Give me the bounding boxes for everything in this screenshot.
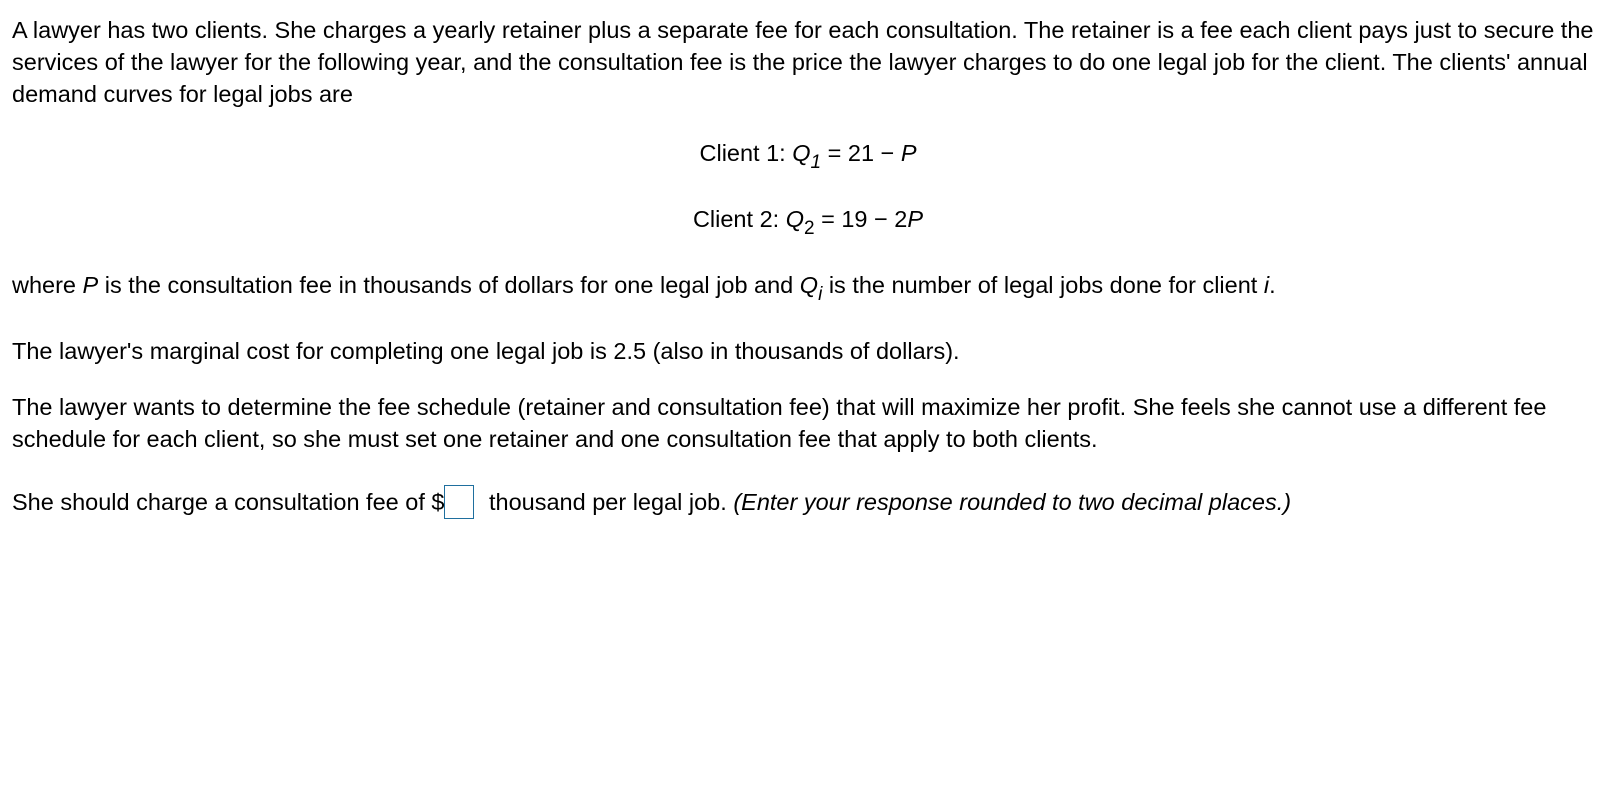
variable-definitions [12,269,1610,305]
answer-prompt [12,485,1610,519]
equation-variable: Q [785,206,804,232]
equation-label: Client 1: [699,140,793,166]
equation-rhs: = 21 − [821,140,901,166]
variable-q-subscript: i [818,284,823,305]
where-text: is the consultation fee in thousands of dollars for one legal job and [98,272,800,298]
equation-rhs: = 19 − 2 [814,206,908,232]
consultation-fee-input[interactable] [444,485,474,519]
answer-suffix: thousand per legal job. [482,489,734,515]
equation-subscript: 1 [810,152,822,173]
equation-rhs-variable: P [900,140,917,166]
equation-rhs-variable: P [907,206,924,232]
problem-intro: A lawyer has two clients. She charges a yearly retainer plus a separate fee for each consultation. The retainer is a fee each client pays just to secure the services of the lawyer for the following year, and the consultation fee is the price the lawyer charges to do one legal job for the client. The clients' annual demand curves for legal jobs are [12,17,1594,107]
equation-subscript: 2 [803,218,815,239]
variable-i: i [1263,272,1270,298]
question-content [12,14,1610,519]
demand-equation-client-2 [12,203,1610,239]
equation-variable: Q [792,140,811,166]
equation-label: Client 2: [692,206,786,232]
where-text: where [12,272,83,298]
where-text: is the number of legal jobs done for client [822,272,1264,298]
goal-statement: The lawyer wants to determine the fee schedule (retainer and consultation fee) that will maximize her profit. She feels she cannot use a different fee schedule for each client, so she must set one retainer and one consultation fee that apply to both clients. [12,394,1547,452]
where-text: . [1269,272,1276,298]
demand-equation-client-1 [12,137,1610,173]
answer-prefix: She should charge a consultation fee of $ [12,489,445,515]
variable-p: P [82,272,99,298]
answer-hint: (Enter your response rounded to two decimal places.) [733,489,1292,515]
marginal-cost-statement: The lawyer's marginal cost for completing one legal job is 2.5 (also in thousands of dollars). [12,338,960,364]
variable-q: Q [799,272,819,298]
